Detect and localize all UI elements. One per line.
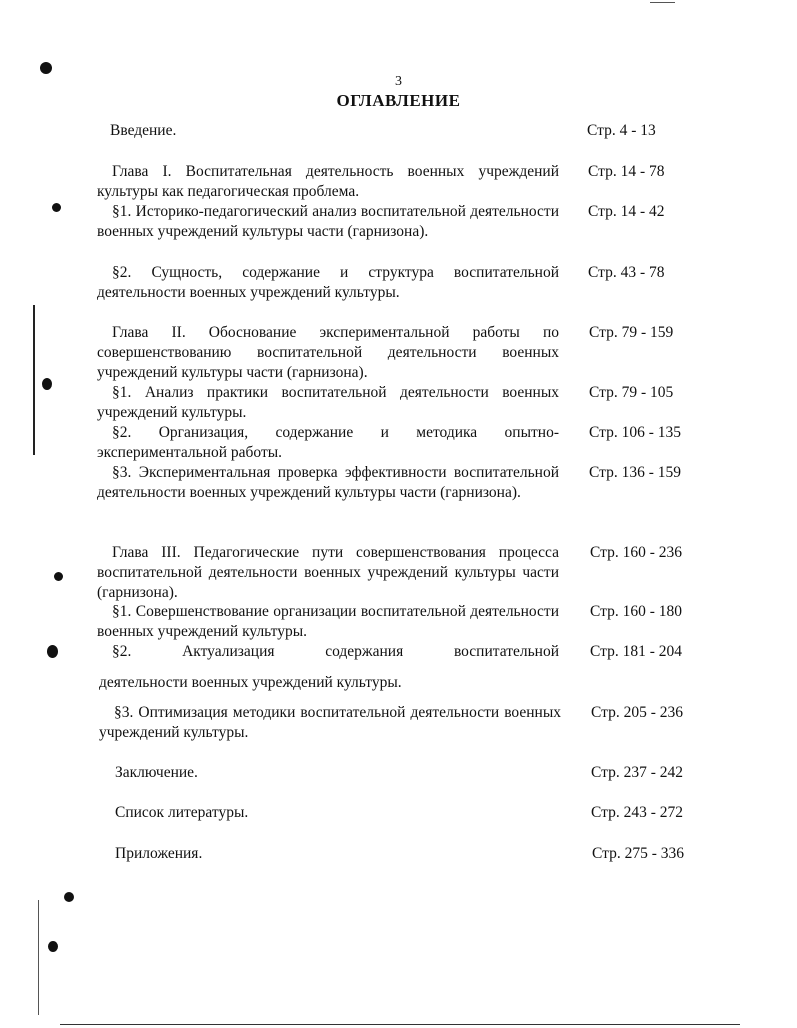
toc-entry-conclusion xyxy=(97,763,559,783)
page-title: ОГЛАВЛЕНИЕ xyxy=(336,91,461,110)
toc-entry-text: §2. Организация, содержание и методика опытно-экспериментальной работы. xyxy=(97,424,559,461)
toc-entry-text: §2. Сущность, содержание и структура воспитательной деятельности военных учреждений культуры. xyxy=(97,264,559,301)
scan-punch-hole-mark xyxy=(54,572,63,581)
toc-entry-chapter-3 xyxy=(97,543,559,603)
toc-entry-pages: Стр. 14 - 42 xyxy=(588,203,665,220)
scan-bottom-edge-line xyxy=(60,1024,740,1025)
scan-top-edge-mark xyxy=(650,2,675,3)
toc-entry-pages: Стр. 181 - 204 xyxy=(590,643,683,660)
toc-entry-pages: Стр. 4 - 13 xyxy=(587,122,656,139)
toc-entry-text: §2. Актуализация содержания воспитательной xyxy=(112,643,559,660)
toc-entry-chapter-2 xyxy=(97,323,559,383)
toc-entry-ch3-section-2 xyxy=(97,642,559,662)
toc-entry-text: §3. Экспериментальная проверка эффективности воспитательной деятельности военных учреждений культуры части (гарнизона). xyxy=(97,464,559,501)
toc-entry-ch3-section-1 xyxy=(97,602,559,642)
toc-entry-text: §1. Анализ практики воспитательной деятельности военных учреждений культуры. xyxy=(97,384,559,421)
toc-entry-pages: Стр. 43 - 78 xyxy=(588,264,665,281)
scan-punch-hole-mark xyxy=(42,378,52,390)
toc-entry-text: §1. Совершенствование организации воспитательной деятельности военных учреждений культуры. xyxy=(97,603,559,640)
toc-entry-text: Заключение. xyxy=(115,764,198,781)
toc-entry-pages: Стр. 79 - 159 xyxy=(589,324,674,341)
toc-entry-text: Приложения. xyxy=(115,845,203,862)
scan-punch-hole-mark xyxy=(40,62,52,74)
scan-punch-hole-mark xyxy=(52,203,61,212)
toc-entry-text: Глава III. Педагогические пути совершенствования процесса воспитательной деятельности военных учреждений культуры части (гарнизона). xyxy=(97,544,559,601)
toc-entry-text: Глава II. Обоснование экспериментальной работы по совершенствованию воспитательной деятельности военных учреждений культуры части (гарнизона). xyxy=(97,324,559,381)
toc-entry-introduction xyxy=(97,121,559,141)
toc-entry-ch2-section-1 xyxy=(97,383,559,423)
toc-entry-text: Глава I. Воспитательная деятельность военных учреждений культуры как педагогическая проблема. xyxy=(97,163,559,200)
scan-edge-line xyxy=(38,900,39,1015)
toc-entry-ch2-section-2 xyxy=(97,423,559,463)
toc-entry-pages: Стр. 14 - 78 xyxy=(588,163,665,180)
toc-entry-text: деятельности военных учреждений культуры. xyxy=(99,674,402,691)
toc-entry-text: Список литературы. xyxy=(115,804,249,821)
toc-entry-text: §1. Историко-педагогический анализ воспитательной деятельности военных учреждений культуры части (гарнизона). xyxy=(97,203,559,240)
toc-entry-ch2-section-3 xyxy=(97,463,559,503)
toc-entry-pages: Стр. 237 - 242 xyxy=(591,764,684,781)
toc-entry-text: Введение. xyxy=(110,122,177,139)
scan-punch-hole-mark xyxy=(48,941,58,952)
page-number: 3 xyxy=(395,74,402,89)
toc-entry-ch3-section-2-continued xyxy=(99,673,561,693)
toc-entry-bibliography xyxy=(97,803,559,823)
toc-entry-ch1-section-1 xyxy=(97,202,559,242)
toc-entry-chapter-1 xyxy=(97,162,559,202)
toc-entry-appendices xyxy=(97,844,559,864)
toc-entry-pages: Стр. 205 - 236 xyxy=(591,704,684,721)
toc-entry-pages: Стр. 106 - 135 xyxy=(589,424,682,441)
scan-punch-hole-mark xyxy=(47,645,58,658)
toc-entry-pages: Стр. 160 - 180 xyxy=(590,603,683,620)
toc-entry-pages: Стр. 243 - 272 xyxy=(591,804,684,821)
scan-edge-line xyxy=(33,305,35,455)
toc-entry-text: §3. Оптимизация методики воспитательной деятельности военных учреждений культуры. xyxy=(99,704,561,741)
toc-entry-ch1-section-2 xyxy=(97,263,559,303)
toc-entry-pages: Стр. 79 - 105 xyxy=(589,384,674,401)
toc-entry-pages: Стр. 275 - 336 xyxy=(592,845,685,862)
toc-entry-pages: Стр. 160 - 236 xyxy=(590,544,683,561)
scan-punch-hole-mark xyxy=(64,892,74,902)
toc-entry-ch3-section-3 xyxy=(99,703,561,743)
toc-entry-pages: Стр. 136 - 159 xyxy=(589,464,682,481)
